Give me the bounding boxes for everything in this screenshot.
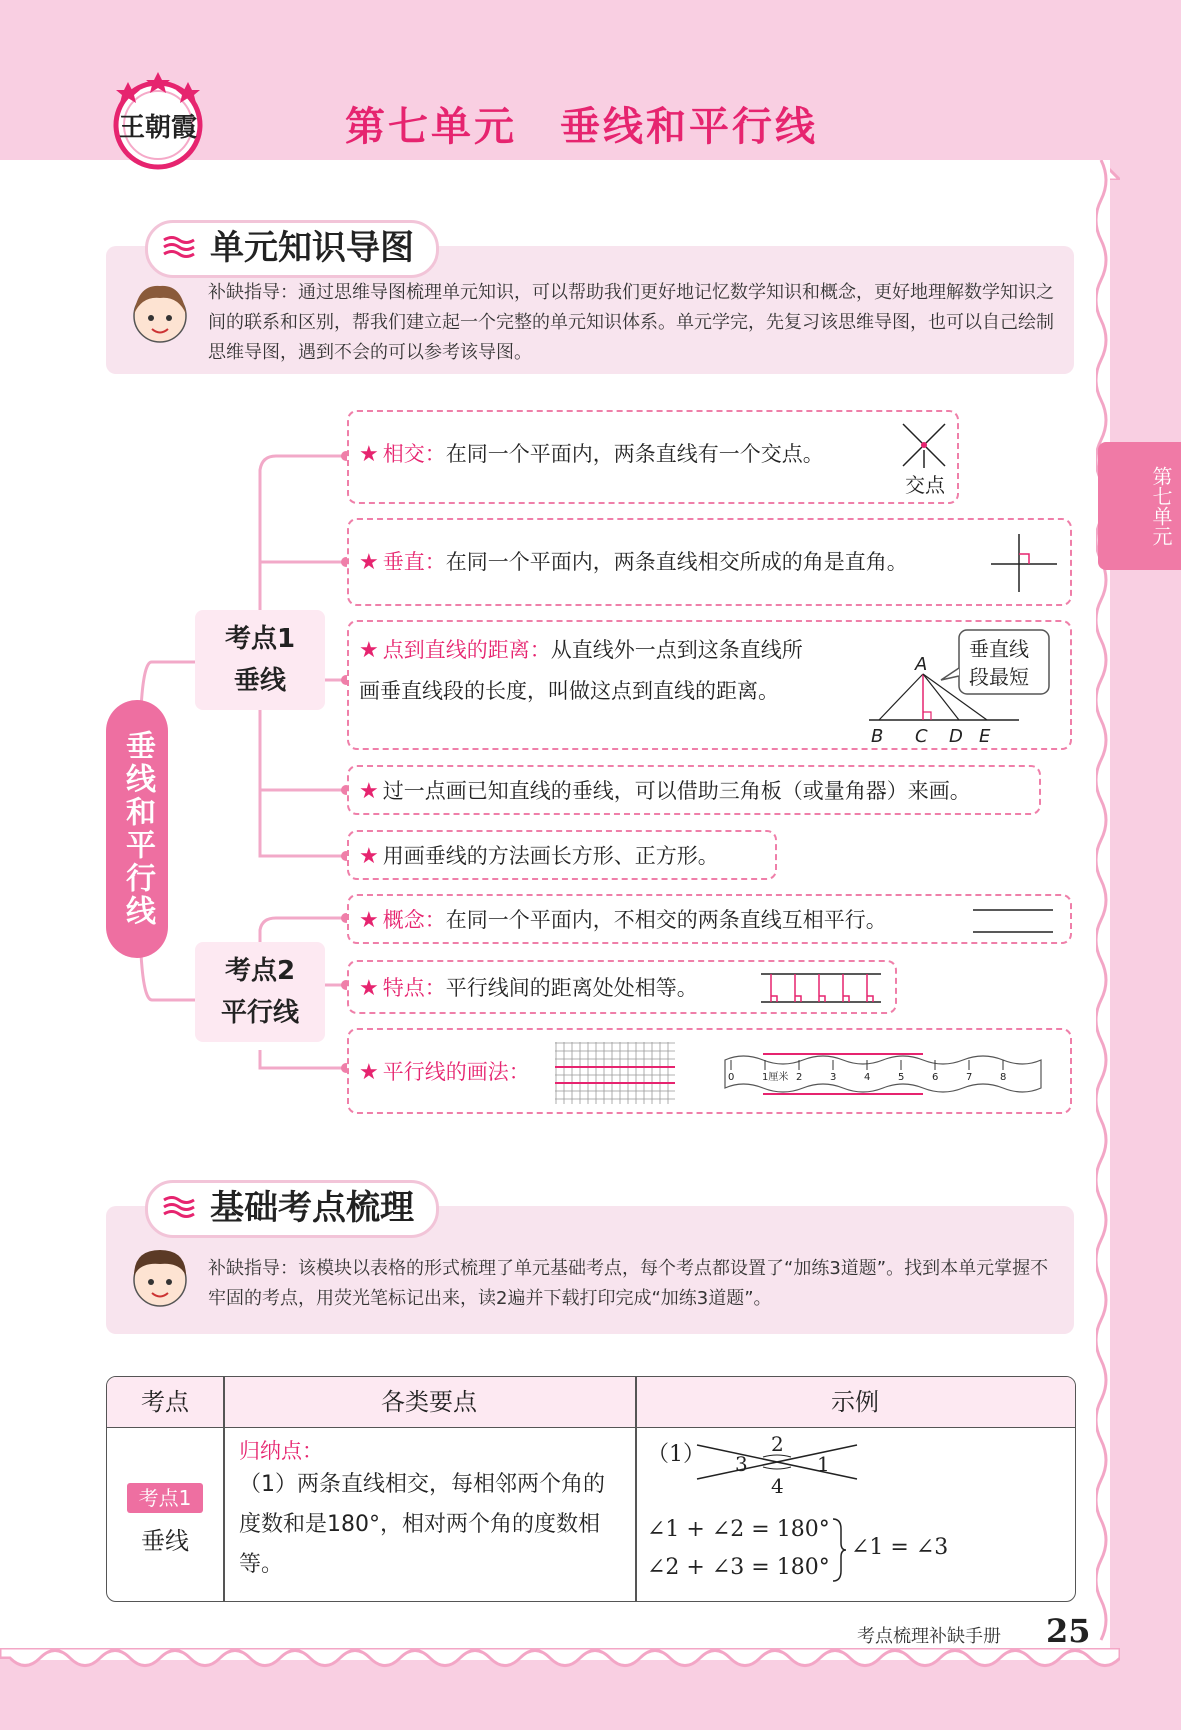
ruler-tick: 6 <box>932 1072 939 1083</box>
star-icon: ★ <box>359 976 379 1001</box>
boy-avatar-icon <box>120 1236 200 1316</box>
angle-label: 4 <box>771 1474 784 1497</box>
distance-figure <box>859 628 1069 746</box>
star-icon: ★ <box>359 779 379 804</box>
item-text: 过一点画已知直线的垂线，可以借助三角板（或量角器）来画。 <box>382 779 971 803</box>
girl-avatar-icon <box>120 274 200 354</box>
item-label: 点到直线的距离： <box>382 638 551 662</box>
kp2-name: 平行线 <box>220 998 299 1028</box>
equation-2: ∠2 + ∠3 = 180° <box>647 1555 830 1580</box>
knowledge-table <box>106 1376 1076 1602</box>
ruler-tick: 8 <box>1000 1072 1007 1083</box>
star-icon: ★ <box>359 908 379 933</box>
item-text: 从直线外一点到这条直线所画垂直线段的长度，叫做这点到直线的距离。 <box>359 638 803 703</box>
page-number: 25 <box>1046 1612 1091 1650</box>
wave-lines-icon <box>162 1195 196 1219</box>
item-text: 用画垂线的方法画长方形、正方形。 <box>382 844 719 868</box>
point-E: E <box>979 726 991 746</box>
bubble-line1: 垂直线 <box>969 637 1029 661</box>
section-title-2-text: 基础考点梳理 <box>210 1188 414 1228</box>
ruler-tick: 2 <box>796 1072 803 1083</box>
footer-text: 考点梳理补缺手册 <box>857 1626 1001 1647</box>
mindmap-item-draw-perpendicular <box>347 765 1041 815</box>
item-text: 在同一个平面内，不相交的两条直线互相平行。 <box>445 908 887 932</box>
mindmap-kp1 <box>195 610 325 710</box>
bottom-wave-border <box>0 1648 1120 1678</box>
guide-text-1: 补缺指导：通过思维导图梳理单元知识，可以帮助我们更好地记忆数学知识和概念，更好地理解数学知识之间的联系和区别，帮我们建立起一个完整的单元知识体系。单元学完，先复习该思维导图，也可以自己绘制思维导图，遇到不会的可以参考该导图。 <box>208 282 1054 363</box>
section-title-1-text: 单元知识导图 <box>210 228 414 268</box>
star-icon: ★ <box>359 844 379 869</box>
star-icon: ★ <box>359 550 379 575</box>
intersect-figure <box>897 420 953 500</box>
brace-icon <box>831 1517 847 1583</box>
bubble-line2: 段最短 <box>969 665 1029 689</box>
ruler-tick: 1厘米 <box>762 1072 789 1083</box>
item-text: 在同一个平面内，两条直线有一个交点。 <box>445 442 824 466</box>
mindmap-item-perpendicular <box>347 518 1072 606</box>
kp1-name: 垂线 <box>233 666 286 696</box>
angle-label: 3 <box>735 1452 748 1476</box>
example-number: （1） <box>647 1442 705 1467</box>
item-label: 垂直： <box>382 550 446 574</box>
ruler-tick: 0 <box>728 1072 735 1083</box>
unit-side-tab[interactable]: 第七单元 <box>1098 442 1181 570</box>
star-icon: ★ <box>359 638 379 663</box>
table-header-cell: 示例 <box>831 1388 879 1416</box>
kp1-label: 考点1 <box>224 624 296 654</box>
mindmap-item-parallel-feature <box>347 960 897 1014</box>
logo-text: 王朝霞 <box>118 113 198 143</box>
parallel-lines-figure <box>971 906 1055 936</box>
mindmap-root: 垂线和平行线 <box>106 700 168 958</box>
ruler-tick: 3 <box>830 1072 837 1083</box>
equation-1: ∠1 + ∠2 = 180° <box>647 1517 830 1542</box>
section-title-1 <box>145 220 439 278</box>
ruler-tick: 5 <box>898 1072 905 1083</box>
mindmap-kp2 <box>195 942 325 1042</box>
angle-label: 2 <box>771 1433 784 1456</box>
item-text: 在同一个平面内，两条直线相交所成的角是直角。 <box>445 550 908 574</box>
ruler-tick: 7 <box>966 1072 973 1083</box>
point-A: A <box>915 654 928 675</box>
grid-figure <box>555 1042 675 1104</box>
section-title-2 <box>145 1180 439 1238</box>
mindmap-item-draw-rectangle <box>347 830 777 880</box>
item-label: 平行线的画法： <box>382 1060 530 1084</box>
point-B: B <box>871 726 884 746</box>
right-wave-border <box>1096 160 1116 1660</box>
star-icon: ★ <box>359 1060 379 1085</box>
star-icon: ★ <box>359 442 379 467</box>
ruler-tick: 4 <box>864 1072 871 1083</box>
table-header-cell: 各类要点 <box>381 1388 477 1416</box>
point-C: C <box>915 726 928 746</box>
perpendicular-figure <box>989 530 1059 594</box>
intersect-fig-label: 交点 <box>905 473 945 497</box>
item-label: 概念： <box>382 908 446 932</box>
page-title: 第七单元 垂线和平行线 <box>345 104 818 150</box>
angle-label: 1 <box>817 1452 830 1476</box>
point-D: D <box>949 726 963 746</box>
kp2-label: 考点2 <box>224 956 296 986</box>
kp-name: 垂线 <box>141 1527 189 1555</box>
table-header-cell: 考点 <box>141 1388 189 1416</box>
kp-tag: 考点1 <box>127 1483 203 1513</box>
guide-text-2: 补缺指导：该模块以表格的形式梳理了单元基础考点，每个考点都设置了“加练3道题”。找到本单元掌握不牢固的考点，用荧光笔标记出来，读2遍并下载打印完成“加练3道题”。 <box>208 1258 1049 1309</box>
parallel-distance-figure <box>759 970 883 1006</box>
item-label: 特点： <box>382 976 446 1000</box>
table-header <box>107 1377 1075 1428</box>
summary-label: 归纳点： <box>239 1439 323 1463</box>
angles-figure <box>687 1433 867 1497</box>
wave-lines-icon <box>162 235 196 259</box>
mindmap-item-distance <box>347 620 1072 750</box>
mindmap-item-intersect <box>347 410 959 504</box>
mindmap-item-parallel-drawing <box>347 1028 1072 1114</box>
summary-text: （1）两条直线相交，每相邻两个角的度数和是180°，相对两个角的度数相等。 <box>239 1472 605 1577</box>
mindmap-item-parallel-concept <box>347 894 1072 944</box>
brand-logo <box>108 70 208 170</box>
equation-result: ∠1 = ∠3 <box>851 1535 949 1560</box>
item-label: 相交： <box>382 442 446 466</box>
ruler-figure <box>723 1048 1043 1098</box>
item-text: 平行线间的距离处处相等。 <box>445 976 698 1000</box>
